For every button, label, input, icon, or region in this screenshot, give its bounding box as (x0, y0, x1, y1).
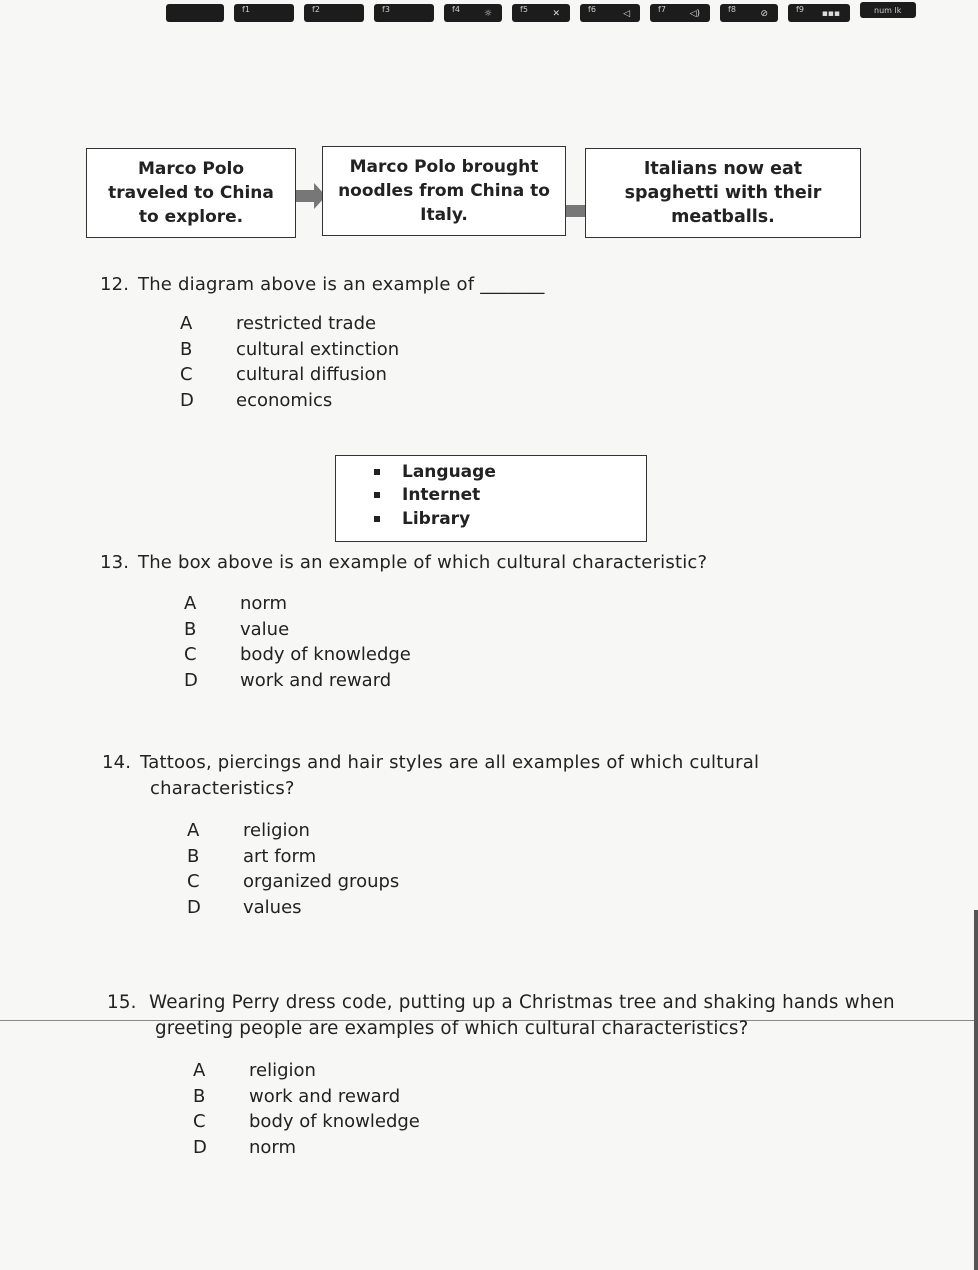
backlight-icon: ▪▪▪ (821, 9, 840, 19)
option-d[interactable]: D economics (180, 389, 333, 411)
option-a[interactable]: A religion (193, 1060, 316, 1081)
keyboard-key-f6: f6 ◁ (580, 4, 640, 22)
options-13 (184, 591, 411, 693)
options-15 (193, 1058, 420, 1160)
question-15 (107, 990, 895, 1042)
mic-mute-icon: ⊘ (760, 9, 768, 19)
keyboard-key-f9: f9 ▪▪▪ (788, 4, 850, 22)
question-text: Tattoos, piercings and hair styles are all examples of which cultural (140, 752, 760, 773)
question-text-cont: characteristics? (150, 778, 295, 799)
mute-icon: ✕ (552, 9, 560, 19)
diagram-box-1: Marco Polo traveled to China to explore. (86, 148, 296, 238)
options-14 (187, 818, 399, 920)
volume-down-icon: ◁ (623, 9, 630, 19)
diagram-box-2: Marco Polo brought noodles from China to Italy. (322, 146, 566, 236)
question-number: 14. (102, 752, 132, 773)
option-c[interactable]: C organized groups (187, 871, 400, 893)
keyboard-key (166, 4, 224, 22)
culture-box-item: Library (374, 509, 470, 529)
option-d[interactable]: D values (187, 896, 302, 918)
option-a[interactable]: A norm (184, 593, 288, 614)
keyboard-key-f2: f2 (304, 4, 364, 22)
question-text-cont: greeting people are examples of which cultural characteristics? (155, 1018, 749, 1039)
option-c[interactable]: C body of knowledge (184, 644, 411, 666)
option-a[interactable]: A religion (187, 820, 310, 841)
culture-box-item: Language (374, 462, 496, 482)
question-12 (100, 272, 545, 298)
option-c[interactable]: C body of knowledge (193, 1111, 420, 1133)
keyboard-key-f1: f1 (234, 4, 294, 22)
option-d[interactable]: D norm (193, 1136, 297, 1158)
bullet-icon (374, 492, 380, 498)
option-b[interactable]: B art form (187, 845, 317, 867)
question-text: Wearing Perry dress code, putting up a Christmas tree and shaking hands when (149, 992, 895, 1013)
keyboard-key-numlock: num lk (860, 2, 916, 18)
keyboard-strip (160, 0, 920, 24)
page-edge-shadow (974, 910, 978, 1270)
question-number: 15. (107, 992, 137, 1013)
question-13 (100, 550, 707, 576)
volume-up-icon: ◁) (689, 9, 700, 19)
question-number: 12. (100, 274, 130, 295)
question-text: The diagram above is an example of _______ (138, 274, 545, 295)
question-number: 13. (100, 552, 130, 573)
option-b[interactable]: B value (184, 618, 290, 640)
option-b[interactable]: B work and reward (193, 1085, 401, 1107)
culture-box (335, 455, 647, 542)
brightness-icon: ☼ (483, 9, 492, 19)
question-14 (102, 750, 759, 802)
diagram-box-3: Italians now eat spaghetti with their meatballs. (585, 148, 861, 238)
option-b[interactable]: B cultural extinction (180, 338, 400, 360)
option-c[interactable]: C cultural diffusion (180, 364, 387, 386)
question-text: The box above is an example of which cultural characteristic? (138, 552, 708, 573)
keyboard-key-f3: f3 (374, 4, 434, 22)
option-a[interactable]: A restricted trade (180, 313, 377, 334)
keyboard-key-f4: f4 ☼ (444, 4, 502, 22)
options-12 (180, 311, 399, 413)
bullet-icon (374, 469, 380, 475)
keyboard-key-f7: f7 ◁) (650, 4, 710, 22)
keyboard-key-f5: f5 ✕ (512, 4, 570, 22)
option-d[interactable]: D work and reward (184, 669, 392, 691)
culture-box-item: Internet (374, 485, 480, 505)
bullet-icon (374, 516, 380, 522)
keyboard-key-f8: f8 ⊘ (720, 4, 778, 22)
